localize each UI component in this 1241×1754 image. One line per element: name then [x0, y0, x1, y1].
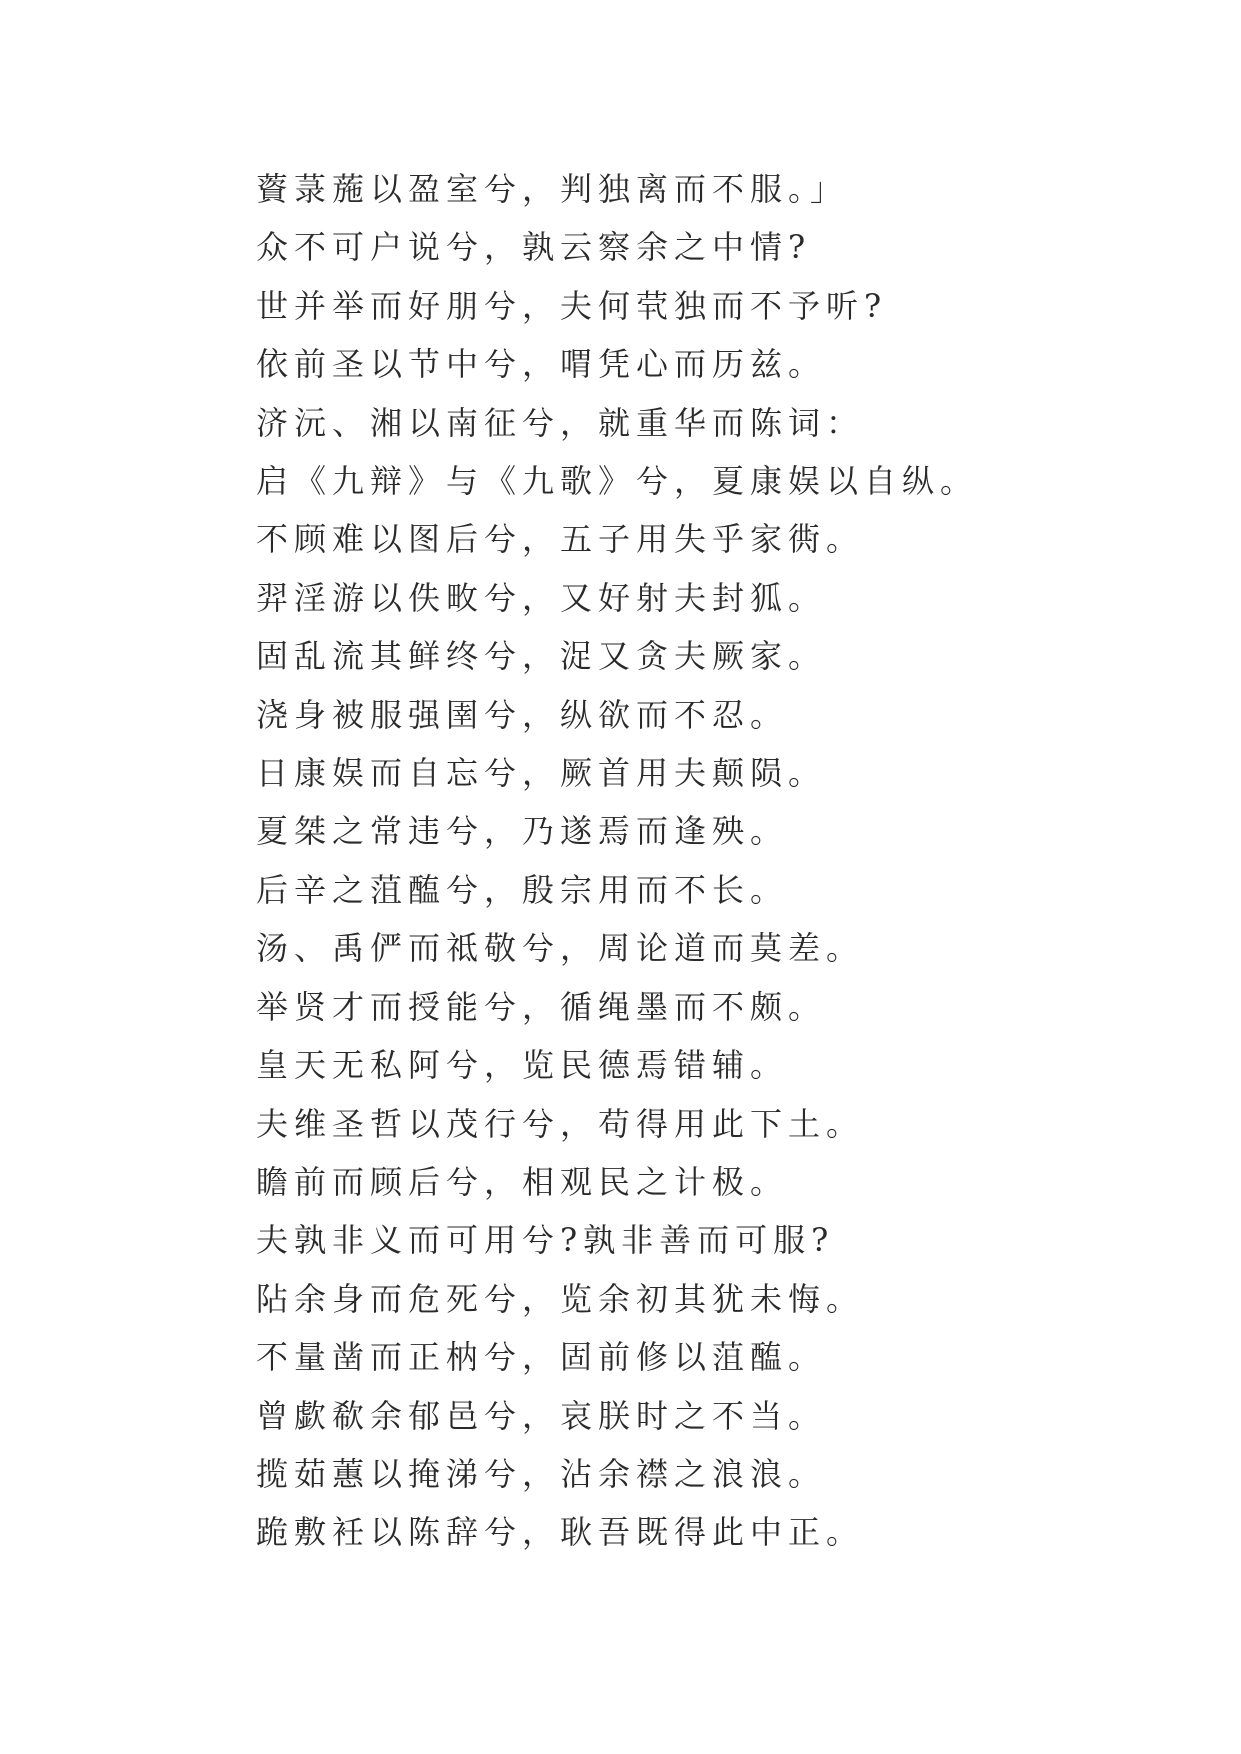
poem-line: 启《九辩》与《九歌》兮，夏康娱以自纵。: [256, 462, 979, 501]
poem-line: 不顾难以图后兮，五子用失乎家衖。: [256, 520, 865, 559]
poem-line: 固乱流其鲜终兮，浞又贪夫厥家。: [256, 637, 827, 676]
poem-line: 阽余身而危死兮，览余初其犹未悔。: [256, 1279, 865, 1318]
poem-line: 曾歔欷余郁邑兮，哀朕时之不当。: [256, 1396, 827, 1435]
poem-line: 依前圣以节中兮，喟凭心而历兹。: [256, 345, 827, 384]
poem-line: 浇身被服强圉兮，纵欲而不忍。: [256, 695, 789, 734]
poem-line: 跪敷衽以陈辞兮，耿吾既得此中正。: [256, 1513, 865, 1552]
poem-line: 世并举而好朋兮，夫何茕独而不予听?: [256, 286, 888, 325]
poem-line: 夫维圣哲以茂行兮，苟得用此下土。: [256, 1104, 865, 1143]
poem-line: 羿淫游以佚畋兮，又好射夫封狐。: [256, 578, 827, 617]
poem-line: 瞻前而顾后兮，相观民之计极。: [256, 1162, 789, 1201]
poem-line: 济沅、湘以南征兮，就重华而陈词：: [256, 403, 865, 442]
poem-line: 后辛之菹醢兮，殷宗用而不长。: [256, 870, 789, 909]
poem-line: 夏桀之常违兮，乃遂焉而逢殃。: [256, 812, 789, 851]
poem-line: 不量凿而正枘兮，固前修以菹醢。: [256, 1338, 827, 1377]
poem-line: 日康娱而自忘兮，厥首用夫颠陨。: [256, 754, 827, 793]
poem-line: 薋菉葹以盈室兮，判独离而不服。」: [256, 170, 849, 208]
poem-line: 揽茹蕙以掩涕兮，沾余襟之浪浪。: [256, 1454, 827, 1493]
poem-text-block: [256, 160, 1156, 1562]
poem-line: 汤、禹俨而祗敬兮，周论道而莫差。: [256, 929, 865, 968]
poem-line: 众不可户说兮，孰云察余之中情?: [256, 228, 812, 267]
poem-line: 皇天无私阿兮，览民德焉错辅。: [256, 1046, 789, 1085]
poem-line: 夫孰非义而可用兮?孰非善而可服?: [256, 1221, 835, 1260]
poem-line: 举贤才而授能兮，循绳墨而不颇。: [256, 987, 827, 1026]
